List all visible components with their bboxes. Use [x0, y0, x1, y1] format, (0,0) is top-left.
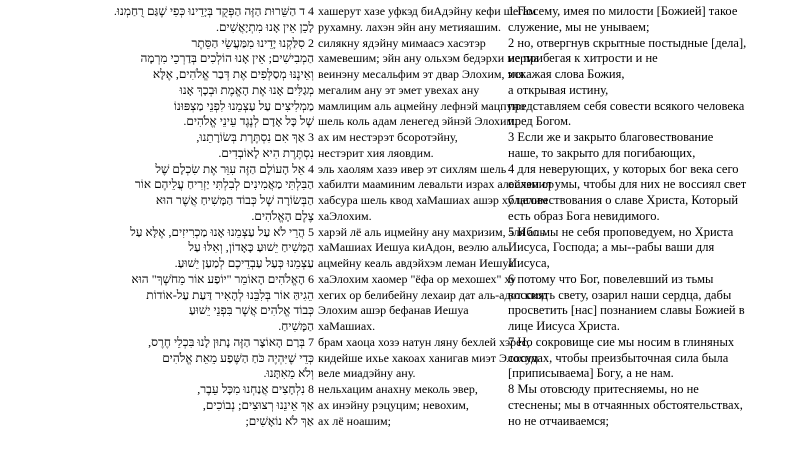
russian-line: благовествования о славе Христа, Который: [508, 193, 739, 207]
translit-line: эль хаолям хазэ ивер эт сихлям шель: [318, 161, 507, 176]
hebrew-line: כְּבוֹד אֱלֹהִים אֲשֶׁר בִּפְנֵי יֵשׁוּעַ: [188, 303, 314, 318]
translit-line: шель коль адам ленегед эйнэй Элохим.: [318, 114, 518, 129]
translit-line: силякну ядэйну мимаасэ хасэтэр: [318, 35, 486, 50]
translit-line: рухамну. лахэн эйн ану метияашим.: [318, 19, 501, 34]
hebrew-line: נִסְתֶּרֶת הִיא לָאוֹבְדִים.: [218, 145, 314, 160]
russian-line: Иисуса,: [508, 256, 550, 270]
translit-line: кидейше ихье хакоах ханигав миэт Элохим: [318, 350, 539, 365]
russian-line: Иисуса, Господа; а мы--рабы ваши для: [508, 240, 715, 255]
russian-line: просветить [нас] познанием славы Божией в: [508, 303, 745, 318]
russian-line: искажая слова Божия,: [508, 67, 625, 81]
translit-line: ах инэйну рэцуцим; невохим,: [318, 397, 469, 412]
hebrew-line: 2 סִלַּקְנוּ יָדֵינוּ מִמַּעֲשֵׂי הַסֵּתֶר: [191, 35, 314, 50]
hebrew-line: לָכֵן אֵין אָנוּ מִתְיָאֲשִׁים.: [215, 19, 314, 34]
hebrew-line: וְאֵינֶנּוּ מְסַלְּפִים אֶת דְּבַר אֱלֹהִים, אֶלָּא: [152, 67, 314, 81]
translit-line: хегих ор белибейну лехаир дат аль-адот квод: [318, 287, 548, 302]
translit-line: хамевешим; эйн ану ольхэм бедэрхи мерма: [318, 51, 539, 66]
hebrew-line: עַצְמֵנוּ כְּעַל עַבְדֵיכֶם לְמַעַן יֵשׁוּעַ.: [174, 256, 314, 270]
russian-line: 8 Мы отовсюду притесняемы, но не: [508, 382, 699, 396]
translit-line: веинэну месальфим эт двар Элохим, эля: [318, 67, 524, 81]
hebrew-line: 3 אַךְ אִם נִסְתֶּרֶת בְּשׂוֹרָתֵנוּ,: [196, 130, 314, 144]
russian-line: 4 для неверующих, у которых бог века сего: [508, 161, 739, 176]
translit-line: ах лё ноашим;: [318, 413, 391, 428]
hebrew-line: 6 הָאֱלֹהִים הָאוֹמֵר "יוֹפַע אוֹר מֵחֹשֶׁךְ" הוּא: [131, 271, 314, 286]
translit-line: мегалим ану эт эмет увехах ану: [318, 82, 480, 97]
hebrew-line: 5 הֲרֵי לֹא עַל עַצְמֵנוּ אָנוּ מַכְרִיזִים, אֶלָּא עַל: [130, 224, 314, 239]
translit-line: хабилти мааминим левальти израх алейхэм ор: [318, 177, 555, 192]
hebrew-line: הַמְבִישִׁים; אֵין אָנוּ הוֹלְכִים בְּדַרְכֵי מִרְמָה: [140, 51, 314, 66]
translit-line: хабсура шель квод хаМашиах ашэр ху целим: [318, 193, 549, 207]
russian-line: 3 Если же и закрыто благовествование: [508, 130, 714, 144]
hebrew-line: אַךְ לֹא נוֹאָשִׁים;: [245, 413, 314, 428]
hebrew-line: הֵגִיהַּ אוֹר בְּלִבֵּנוּ לְהָאִיר דַּעַת עַל-אוֹדוֹת: [146, 287, 314, 302]
russian-line: лице Иисуса Христа.: [508, 319, 620, 333]
translit-line: хаМашиах.: [318, 319, 376, 333]
russian-line: но не отчаиваемся;: [508, 413, 610, 428]
hebrew-column: [2, 4, 314, 429]
translit-line: мамлицим аль ацмейну лефнэй мацпуно: [318, 98, 526, 113]
translit-line: хаЭлохим.: [318, 208, 372, 223]
translit-line: хашерут хазе уфкэд биАдэйну кефи шегам: [318, 4, 537, 18]
russian-line: 2 но, отвергнув скрытные постыдные [дела],: [508, 35, 747, 50]
russian-line: наше, то закрыто для погибающих,: [508, 145, 696, 160]
russian-line: [приписываема] Богу, а не нам.: [508, 366, 674, 381]
russian-column: [508, 4, 798, 429]
russian-line: пред Богом.: [508, 114, 572, 129]
russian-line: есть образ Бога невидимого.: [508, 208, 660, 223]
hebrew-line: שֶׁל כָּל אָדָם לְנֶגֶד עֵינֵי אֱלֹהִים.: [183, 114, 314, 129]
translit-line: брам хаоца хозэ натун ляну бехлей хэрес,: [318, 334, 531, 349]
hebrew-line: הַבִּלְתִּי מַאֲמִינִים לְבִלְתִּי יַזְרִיחַ עֲלֵיהֶם אוֹר: [134, 177, 314, 192]
hebrew-line: 4 אֵל הָעוֹלָם הַזֶּה עִוֵּר אֶת שִׂכְלָם שֶׁל: [155, 161, 314, 176]
russian-line: стеснены; мы в отчаянных обстоятельствах,: [508, 397, 743, 412]
russian-line: сосудах, чтобы преизбыточная сила была: [508, 350, 729, 365]
translit-line: нельхацим анахну меколь эвер,: [318, 382, 478, 396]
translit-line: нестэрит хия ляовдим.: [318, 145, 434, 160]
translit-line: хаЭлохим хаомер "ёфа ор мехошех" ху: [318, 271, 516, 286]
russian-line: служение, мы не унываем;: [508, 19, 650, 34]
translit-line: хаМашиах Иешуа киАдон, веэлю аль: [318, 240, 509, 255]
hebrew-line: וְלֹא מֵאִתָּנוּ.: [263, 366, 314, 381]
hebrew-line: 8 נִלְחָצִים אֲנַחְנוּ מִכָּל עֵבֶר,: [197, 382, 314, 396]
translit-line: ацмейну кеаль авдэйхэм леман Иешуа.: [318, 256, 517, 270]
translit-line: Элохим ашэр бефанав Иешуа: [318, 303, 469, 318]
russian-line: воссиять свету, озарил наши сердца, дабы: [508, 287, 732, 302]
russian-line: не прибегая к хитрости и не: [508, 51, 658, 66]
hebrew-line: כְּדֵי שֶׁיִּהְיֶה כֹּחַ הַשֶּׁפַע מֵאֵת אֱלֹהִים: [162, 350, 314, 365]
hebrew-line: צֶלֶם הָאֱלֹהִים.: [251, 208, 314, 223]
hebrew-line: מַמְלִיצִים עַל עַצְמֵנוּ לִפְנֵי מַצְפּוּנוֹ: [173, 98, 314, 113]
russian-line: ослепил умы, чтобы для них не воссиял свет: [508, 177, 747, 192]
russian-line: а открывая истину,: [508, 82, 609, 97]
hebrew-line: 7 בְּרַם הָאוֹצָר הַזֶּה נָתוּן לָנוּ בִּכְלֵי חֶרֶס,: [148, 334, 314, 349]
hebrew-line: 4 ד הַשֵּׁרוּת הַזֶּה הַפְּקֻד בְּיָדֵינוּ כְּפִי שֶׁגַּם רֻחַמְנוּ.: [113, 4, 314, 18]
hebrew-line: אַךְ אֵינֵנוּ רְצוּצִים; נְבוֹכִים,: [202, 397, 314, 412]
russian-line: 1 Посему, имея по милости [Божией] такое: [508, 4, 738, 18]
russian-line: 5 Ибо мы не себя проповедуем, но Христа: [508, 224, 734, 239]
hebrew-line: הַמָּשִׁיחַ יֵשׁוּעַ כָּאָדוֹן, וְאִלּוּ עַל: [188, 240, 314, 255]
translit-line: веле миадэйну ану.: [318, 366, 416, 381]
translit-line: харэй лё аль ицмейну ану махризим, эля аль: [318, 224, 545, 239]
translit-line: ах им нестэрэт бсоротэйну,: [318, 130, 458, 144]
russian-line: 7 Но сокровище сие мы носим в глиняных: [508, 334, 735, 349]
hebrew-line: הַבְּשׂוֹרָה שֶׁל כְּבוֹד הַמָּשִׁיחַ אֲשֶׁר הוּא: [155, 193, 314, 207]
russian-line: 6 потому что Бог, повелевший из тьмы: [508, 271, 714, 286]
russian-line: представляем себя совести всякого человека: [508, 98, 745, 113]
hebrew-line: הַמָּשִׁיחַ.: [278, 319, 314, 333]
hebrew-line: מְגַלִּים אָנוּ אֶת הָאֱמֶת וּבְכָךְ אָנוּ: [179, 82, 314, 97]
